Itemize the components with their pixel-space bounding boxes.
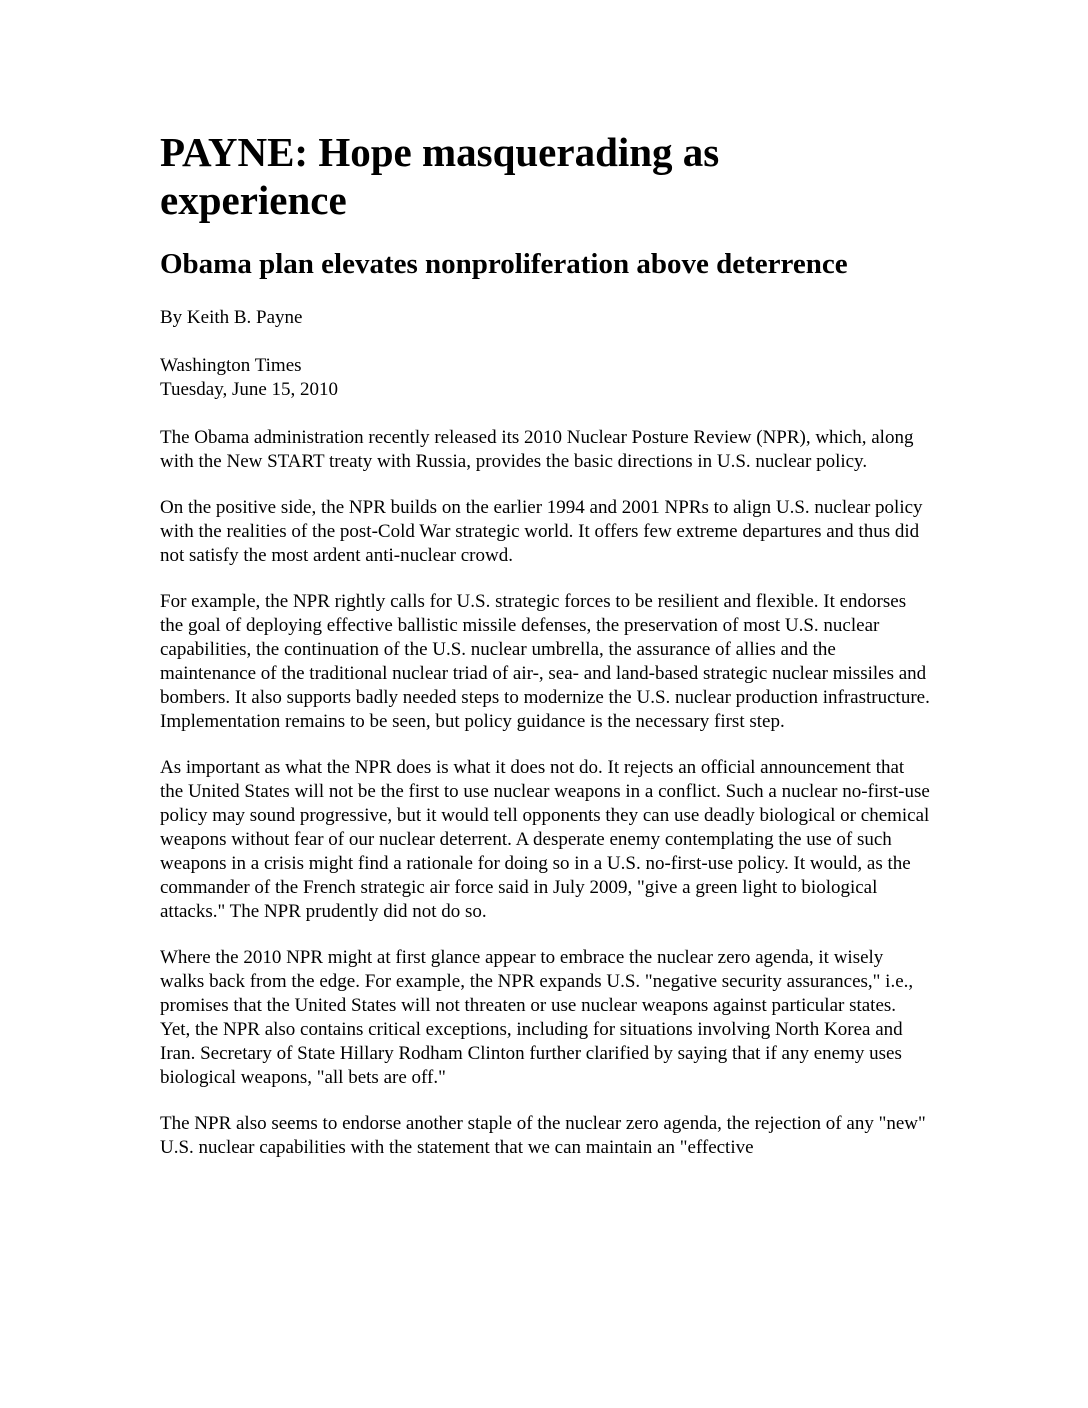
- publication-date: Tuesday, June 15, 2010: [160, 379, 339, 400]
- paragraph-2: On the positive side, the NPR builds on the earlier 1994 and 2001 NPRs to align U.S. nuclear policy with the realities of the post-Cold War strategic world. It offers few extreme departures and thus did not satisfy the most ardent anti-nuclear crowd.: [160, 497, 923, 566]
- byline: By Keith B. Payne: [160, 307, 303, 328]
- publication-name: Washington Times: [160, 355, 302, 376]
- paragraph-3: For example, the NPR rightly calls for U.S. strategic forces to be resilient and flexible. It endorses the goal of deploying effective ballistic missile defenses, the preservation of most U.S. nuclear capabilities, the continuation of the U.S. nuclear umbrella, the assurance of allies and the maintenance of the traditional nuclear triad of air-, sea- and land-based strategic nuclear missiles and bombers. It also supports badly needed steps to modernize the U.S. nuclear production infrastructure. Implementation remains to be seen, but policy guidance is the necessary first step.: [160, 591, 930, 732]
- title-line-2: experience: [160, 177, 347, 223]
- article-subtitle: Obama plan elevates nonproliferation above deterrence: [160, 248, 848, 280]
- title-line-1: PAYNE: Hope masquerading as: [160, 129, 720, 175]
- paragraph-6: The NPR also seems to endorse another staple of the nuclear zero agenda, the rejection of any "new" U.S. nuclear capabilities with the statement that we can maintain an "effective: [160, 1113, 926, 1158]
- dateline: [160, 354, 940, 402]
- document-page: [160, 128, 940, 1160]
- article-body: [160, 426, 940, 1160]
- paragraph-1: The Obama administration recently released its 2010 Nuclear Posture Review (NPR), which, along with the New START treaty with Russia, provides the basic directions in U.S. nuclear policy.: [160, 427, 914, 472]
- paragraph-4: As important as what the NPR does is what it does not do. It rejects an official announcement that the United States will not be the first to use nuclear weapons in a conflict. Such a nuclear no-first-use policy may sound progressive, but it would tell opponents they can use deadly biological or chemical weapons without fear of our nuclear deterrent. A desperate enemy contemplating the use of such weapons in a crisis might find a rationale for doing so in a U.S. no-first-use policy. It would, as the commander of the French strategic air force said in July 2009, "give a green light to biological attacks." The NPR prudently did not do so.: [160, 757, 930, 922]
- article-title: [160, 128, 940, 224]
- paragraph-5: Where the 2010 NPR might at first glance appear to embrace the nuclear zero agenda, it wisely walks back from the edge. For example, the NPR expands U.S. "negative security assurances," i.e., promises that the United States will not threaten or use nuclear weapons against particular states. Yet, the NPR also contains critical exceptions, including for situations involving North Korea and Iran. Secretary of State Hillary Rodham Clinton further clarified by saying that if any enemy uses biological weapons, "all bets are off.": [160, 947, 914, 1088]
